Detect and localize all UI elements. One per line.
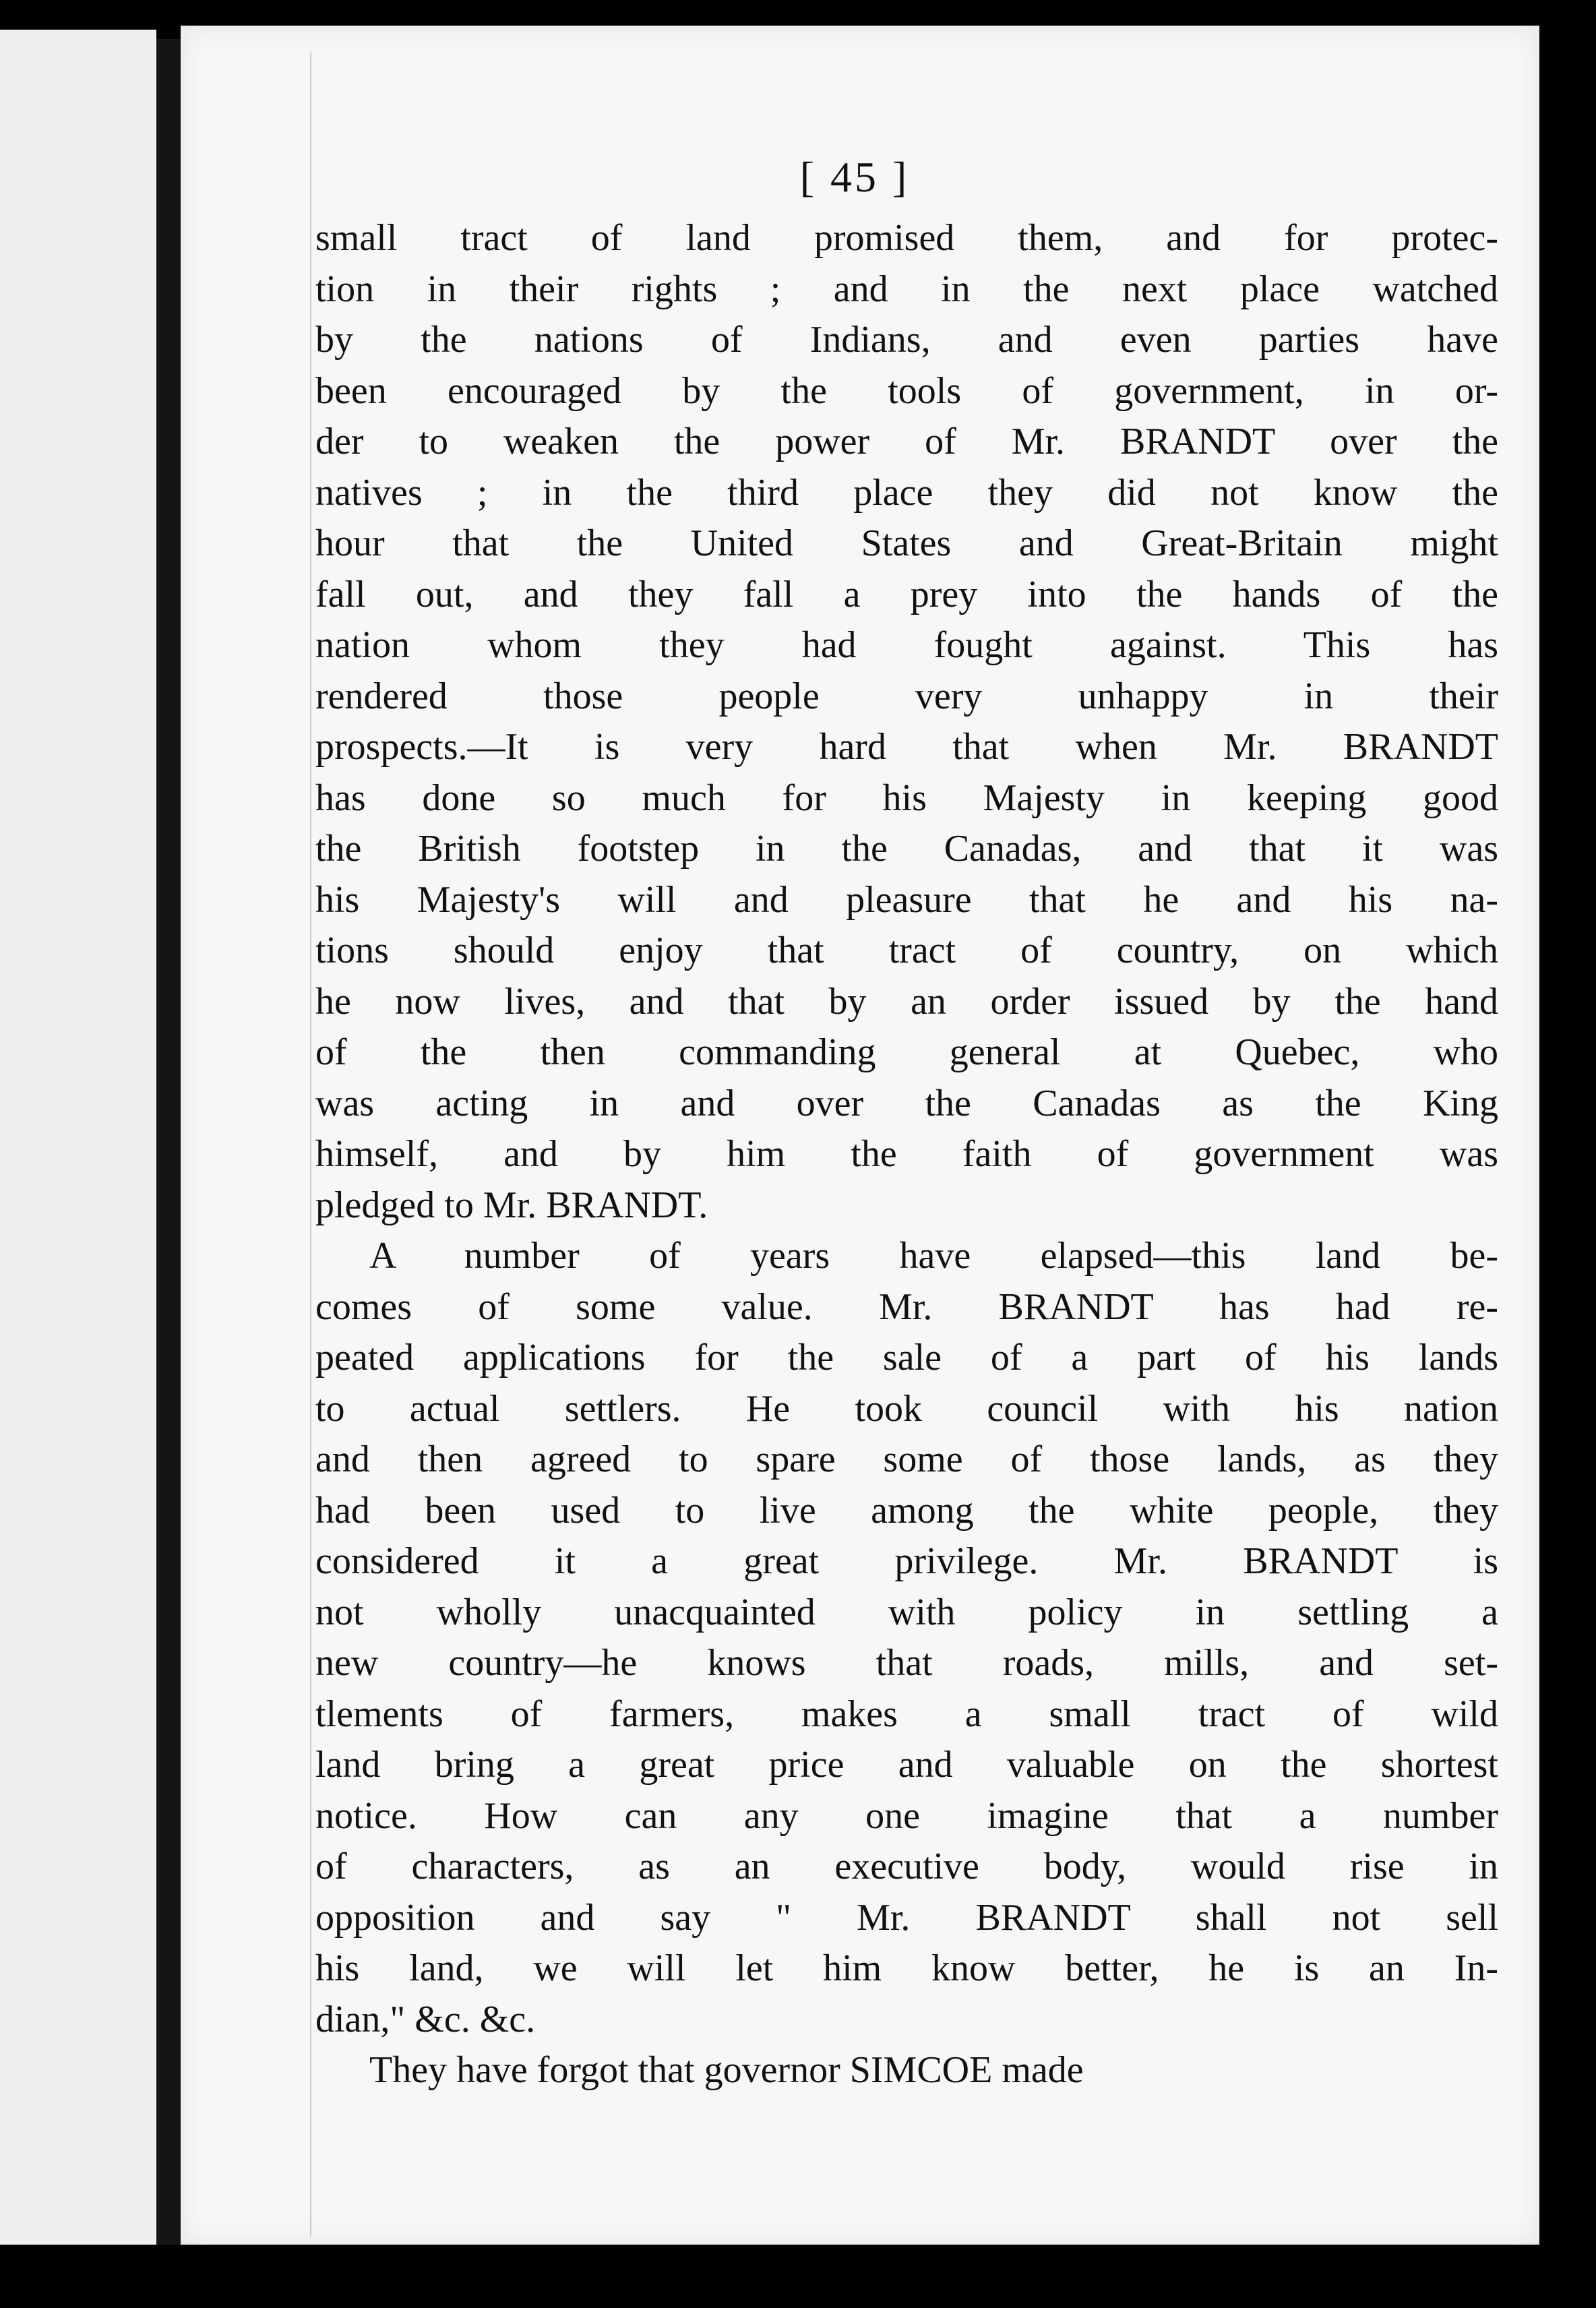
text-line: pledged to Mr. BRANDT. xyxy=(315,1184,708,1226)
paragraph-lines xyxy=(315,213,1498,2096)
text-line: considered it a great privilege. Mr. BRANDT is xyxy=(315,1540,1498,1582)
text-line: himself, and by him the faith of government was xyxy=(315,1133,1498,1175)
text-line: prospects.—It is very hard that when Mr. BRANDT xyxy=(315,726,1498,768)
text-line: opposition and say " Mr. BRANDT shall not sell xyxy=(315,1896,1498,1939)
text-line: the British footstep in the Canadas, and that it was xyxy=(315,828,1498,870)
text-line: land bring a great price and valuable on the shortest xyxy=(315,1744,1498,1786)
text-line: to actual settlers. He took council with his nation xyxy=(315,1387,1498,1430)
scan-border xyxy=(0,2245,1596,2308)
text-line: comes of some value. Mr. BRANDT has had re- xyxy=(315,1285,1498,1328)
text-line: new country—he knows that roads, mills, and set- xyxy=(315,1642,1498,1684)
text-line: notice. How can any one imagine that a number xyxy=(315,1794,1498,1837)
text-line: has done so much for his Majesty in keeping good xyxy=(315,777,1498,819)
margin-rule xyxy=(310,53,311,2237)
text-line: hour that the United States and Great-Britain might xyxy=(315,522,1498,564)
page-text xyxy=(315,154,1498,2096)
text-line: by the nations of Indians, and even parties have xyxy=(315,319,1498,361)
text-line: his Majesty's will and pleasure that he and his na- xyxy=(315,878,1498,921)
text-line: been encouraged by the tools of government, in or- xyxy=(315,369,1498,412)
text-line: dian," &c. &c. xyxy=(315,1998,536,2040)
text-line: nation whom they had fought against. This has xyxy=(315,624,1498,666)
text-line: tlements of farmers, makes a small tract of wild xyxy=(315,1693,1498,1735)
text-line: and then agreed to spare some of those lands, as they xyxy=(315,1438,1498,1480)
text-line: small tract of land promised them, and for protec- xyxy=(315,217,1498,259)
text-line: his land, we will let him know better, he is an In- xyxy=(315,1947,1498,1989)
text-line: of the then commanding general at Quebec, who xyxy=(315,1031,1498,1073)
text-line: was acting in and over the Canadas as the King xyxy=(315,1082,1498,1124)
page-number: [ 45 ] xyxy=(799,153,910,201)
text-line: he now lives, and that by an order issued by the hand xyxy=(315,980,1498,1023)
facing-page-edge xyxy=(0,30,156,2288)
book-page xyxy=(181,26,1539,2245)
text-line: peated applications for the sale of a part of his lands xyxy=(315,1337,1498,1378)
text-line: had been used to live among the white people, they xyxy=(315,1489,1498,1531)
text-line: tion in their rights ; and in the next place watched xyxy=(315,268,1498,310)
text-line: not wholly unacquainted with policy in settling a xyxy=(315,1591,1498,1633)
text-line: der to weaken the power of Mr. BRANDT over the xyxy=(315,421,1498,462)
text-line: A number of years have elapsed—this land be- xyxy=(369,1235,1498,1277)
text-line: tions should enjoy that tract of country, on which xyxy=(315,930,1498,971)
text-line: of characters, as an executive body, would rise in xyxy=(315,1846,1498,1887)
text-line: natives ; in the third place they did not know the xyxy=(315,471,1498,514)
text-line: rendered those people very unhappy in their xyxy=(315,675,1498,717)
text-line: They have forgot that governor SIMCOE made xyxy=(369,2049,1084,2091)
binding-gutter xyxy=(156,39,181,2257)
text-line: fall out, and they fall a prey into the hands of the xyxy=(315,573,1498,615)
